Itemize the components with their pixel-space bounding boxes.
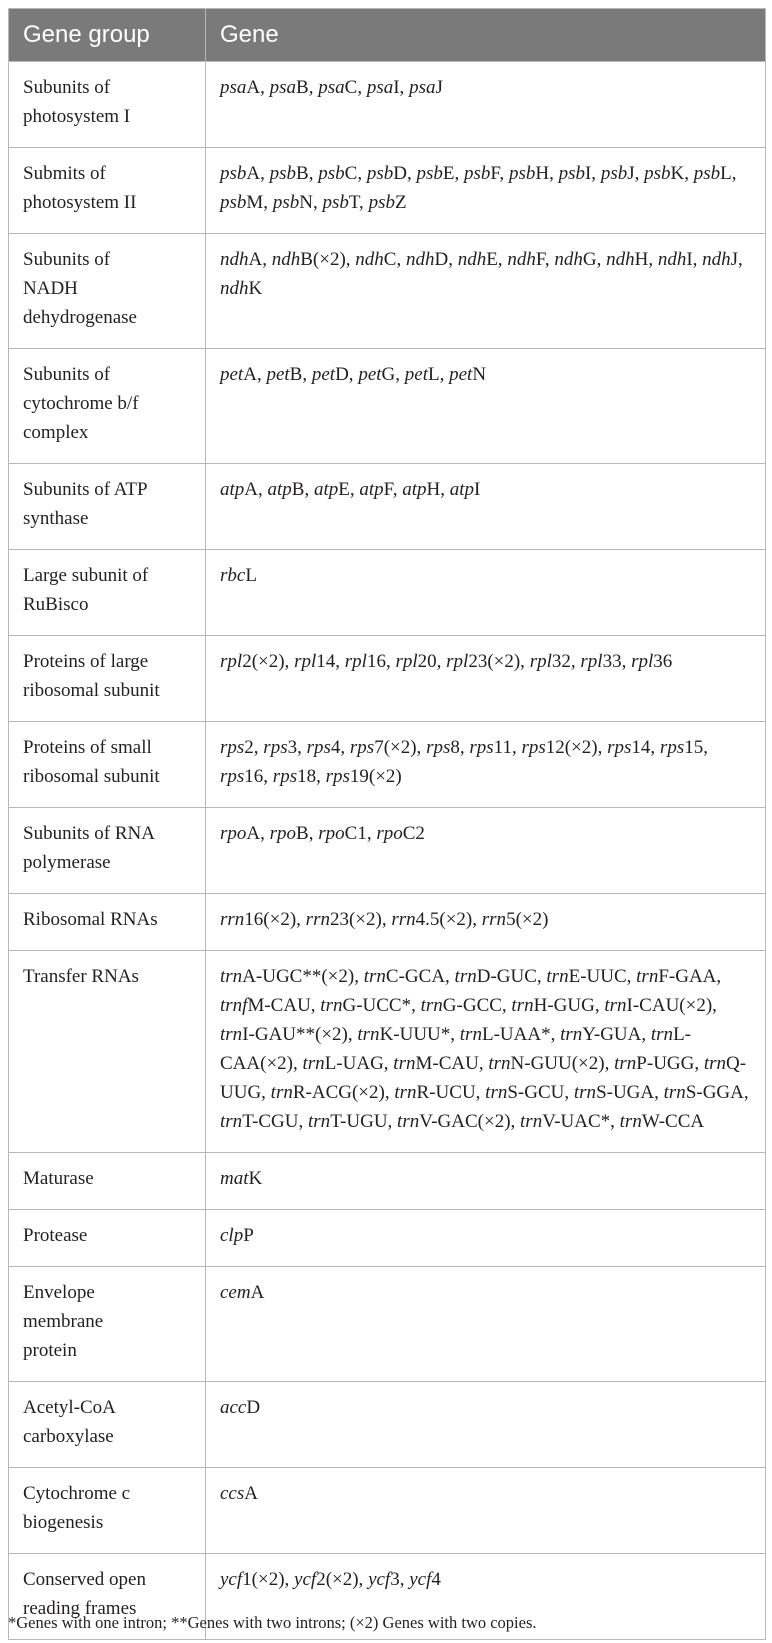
gene-group-label: Protease: [23, 1225, 88, 1246]
gene-list-cell: [206, 1468, 766, 1554]
gene-list: rps2, rps3, rps4, rps7(×2), rps8, rps11, rps12(×2), rps14, rps15, rps16, rps18, rps19(×2): [220, 737, 708, 787]
table-row: [9, 1468, 766, 1554]
gene-group-cell: [9, 808, 206, 894]
gene-group-cell: [9, 894, 206, 951]
gene-list-cell: [206, 808, 766, 894]
gene-list: ccsA: [220, 1483, 258, 1504]
gene-group-cell: [9, 464, 206, 550]
gene-list-cell: [206, 1210, 766, 1267]
gene-group-label: Acetyl-CoA carboxylase: [23, 1397, 115, 1447]
table-row: [9, 349, 766, 464]
gene-group-cell: [9, 722, 206, 808]
table-footnote: *Genes with one intron; **Genes with two introns; (×2) Genes with two copies.: [8, 1613, 537, 1632]
table-body: [9, 62, 766, 1640]
table-row: [9, 636, 766, 722]
table-row: [9, 1267, 766, 1382]
table-row: [9, 1153, 766, 1210]
gene-list: accD: [220, 1397, 261, 1418]
gene-list-cell: [206, 722, 766, 808]
gene-list-cell: [206, 464, 766, 550]
gene-list-cell: [206, 636, 766, 722]
gene-group-label: Conserved open reading frames: [23, 1569, 146, 1619]
gene-group-label: Subunits of photosystem I: [23, 77, 131, 127]
gene-list-cell: [206, 349, 766, 464]
table-row: [9, 550, 766, 636]
gene-list: psaA, psaB, psaC, psaI, psaJ: [220, 77, 443, 98]
gene-group-cell: [9, 636, 206, 722]
header-gene: Gene: [206, 9, 766, 62]
gene-list: psbA, psbB, psbC, psbD, psbE, psbF, psbH, psbI, psbJ, psbK, psbL, psbM, psbN, psbT, psbZ: [220, 163, 737, 213]
gene-list-cell: [206, 62, 766, 148]
header-gene-group: Gene group: [9, 9, 206, 62]
gene-list: matK: [220, 1168, 263, 1189]
gene-group-cell: [9, 1210, 206, 1267]
table-row: [9, 62, 766, 148]
gene-group-cell: [9, 1267, 206, 1382]
table-row: [9, 951, 766, 1153]
gene-list: rrn16(×2), rrn23(×2), rrn4.5(×2), rrn5(×2): [220, 909, 549, 930]
gene-list: clpP: [220, 1225, 254, 1246]
gene-list: rpoA, rpoB, rpoC1, rpoC2: [220, 823, 425, 844]
table-row: [9, 1210, 766, 1267]
gene-group-cell: [9, 234, 206, 349]
gene-list: atpA, atpB, atpE, atpF, atpH, atpI: [220, 479, 481, 500]
gene-list-cell: [206, 148, 766, 234]
table-row: [9, 148, 766, 234]
table-row: [9, 722, 766, 808]
table-header: [9, 9, 766, 62]
gene-group-cell: [9, 1468, 206, 1554]
gene-list-cell: [206, 234, 766, 349]
gene-group-label: Subunits of RNA polymerase: [23, 823, 154, 873]
gene-list-cell: [206, 1382, 766, 1468]
gene-list: petA, petB, petD, petG, petL, petN: [220, 364, 487, 385]
gene-table-container: [8, 8, 765, 1640]
gene-group-cell: [9, 550, 206, 636]
gene-table: [8, 8, 766, 1640]
gene-group-label: Transfer RNAs: [23, 966, 139, 987]
gene-group-cell: [9, 349, 206, 464]
gene-group-label: Cytochrome c biogenesis: [23, 1483, 131, 1533]
gene-list: ycf1(×2), ycf2(×2), ycf3, ycf4: [220, 1569, 441, 1590]
gene-group-cell: [9, 1153, 206, 1210]
header-row: [9, 9, 766, 62]
gene-list-cell: [206, 550, 766, 636]
gene-group-cell: [9, 1382, 206, 1468]
gene-group-label: Subunits of NADH dehydrogenase: [23, 249, 137, 328]
gene-list-cell: [206, 1267, 766, 1382]
gene-group-label: Subunits of cytochrome b/f complex: [23, 364, 139, 443]
gene-list: rbcL: [220, 565, 257, 586]
gene-list: ndhA, ndhB(×2), ndhC, ndhD, ndhE, ndhF, ndhG, ndhH, ndhI, ndhJ, ndhK: [220, 249, 743, 299]
gene-list-cell: [206, 894, 766, 951]
gene-group-label: Proteins of small ribosomal subunit: [23, 737, 160, 787]
gene-group-label: Ribosomal RNAs: [23, 909, 158, 930]
gene-group-label: Submits of photosystem II: [23, 163, 137, 213]
gene-group-label: Proteins of large ribosomal subunit: [23, 651, 160, 701]
table-row: [9, 808, 766, 894]
table-row: [9, 234, 766, 349]
table-row: [9, 894, 766, 951]
gene-group-cell: [9, 62, 206, 148]
gene-group-cell: [9, 148, 206, 234]
table-row: [9, 464, 766, 550]
gene-list-cell: [206, 1153, 766, 1210]
gene-group-label: Subunits of ATP synthase: [23, 479, 147, 529]
gene-list-cell: [206, 951, 766, 1153]
gene-list: trnA-UGC**(×2), trnC-GCA, trnD-GUC, trnE-UUC, trnF-GAA, trnfM-CAU, trnG-UCC*, trnG-GCC, trnH-GUG, trnI-CAU(×2), trnI-GAU**(×2), trnK-UUU*, trnL-UAA*, trnY-GUA, trnL-CAA(×2), trnL-UAG, trnM-CAU, trnN-GUU(×2), trnP-UGG, trnQ-UUG, trnR-ACG(×2), trnR-UCU, trnS-GCU, trnS-UGA, trnS-GGA, trnT-CGU, trnT-UGU, trnV-GAC(×2), trnV-UAC*, trnW-CCA: [220, 966, 749, 1132]
gene-group-label: Large subunit of RuBisco: [23, 565, 149, 615]
gene-group-label: Envelope membrane protein: [23, 1282, 104, 1361]
gene-list: cemA: [220, 1282, 265, 1303]
gene-group-label: Maturase: [23, 1168, 94, 1189]
table-row: [9, 1382, 766, 1468]
gene-list: rpl2(×2), rpl14, rpl16, rpl20, rpl23(×2), rpl32, rpl33, rpl36: [220, 651, 673, 672]
gene-group-cell: [9, 951, 206, 1153]
